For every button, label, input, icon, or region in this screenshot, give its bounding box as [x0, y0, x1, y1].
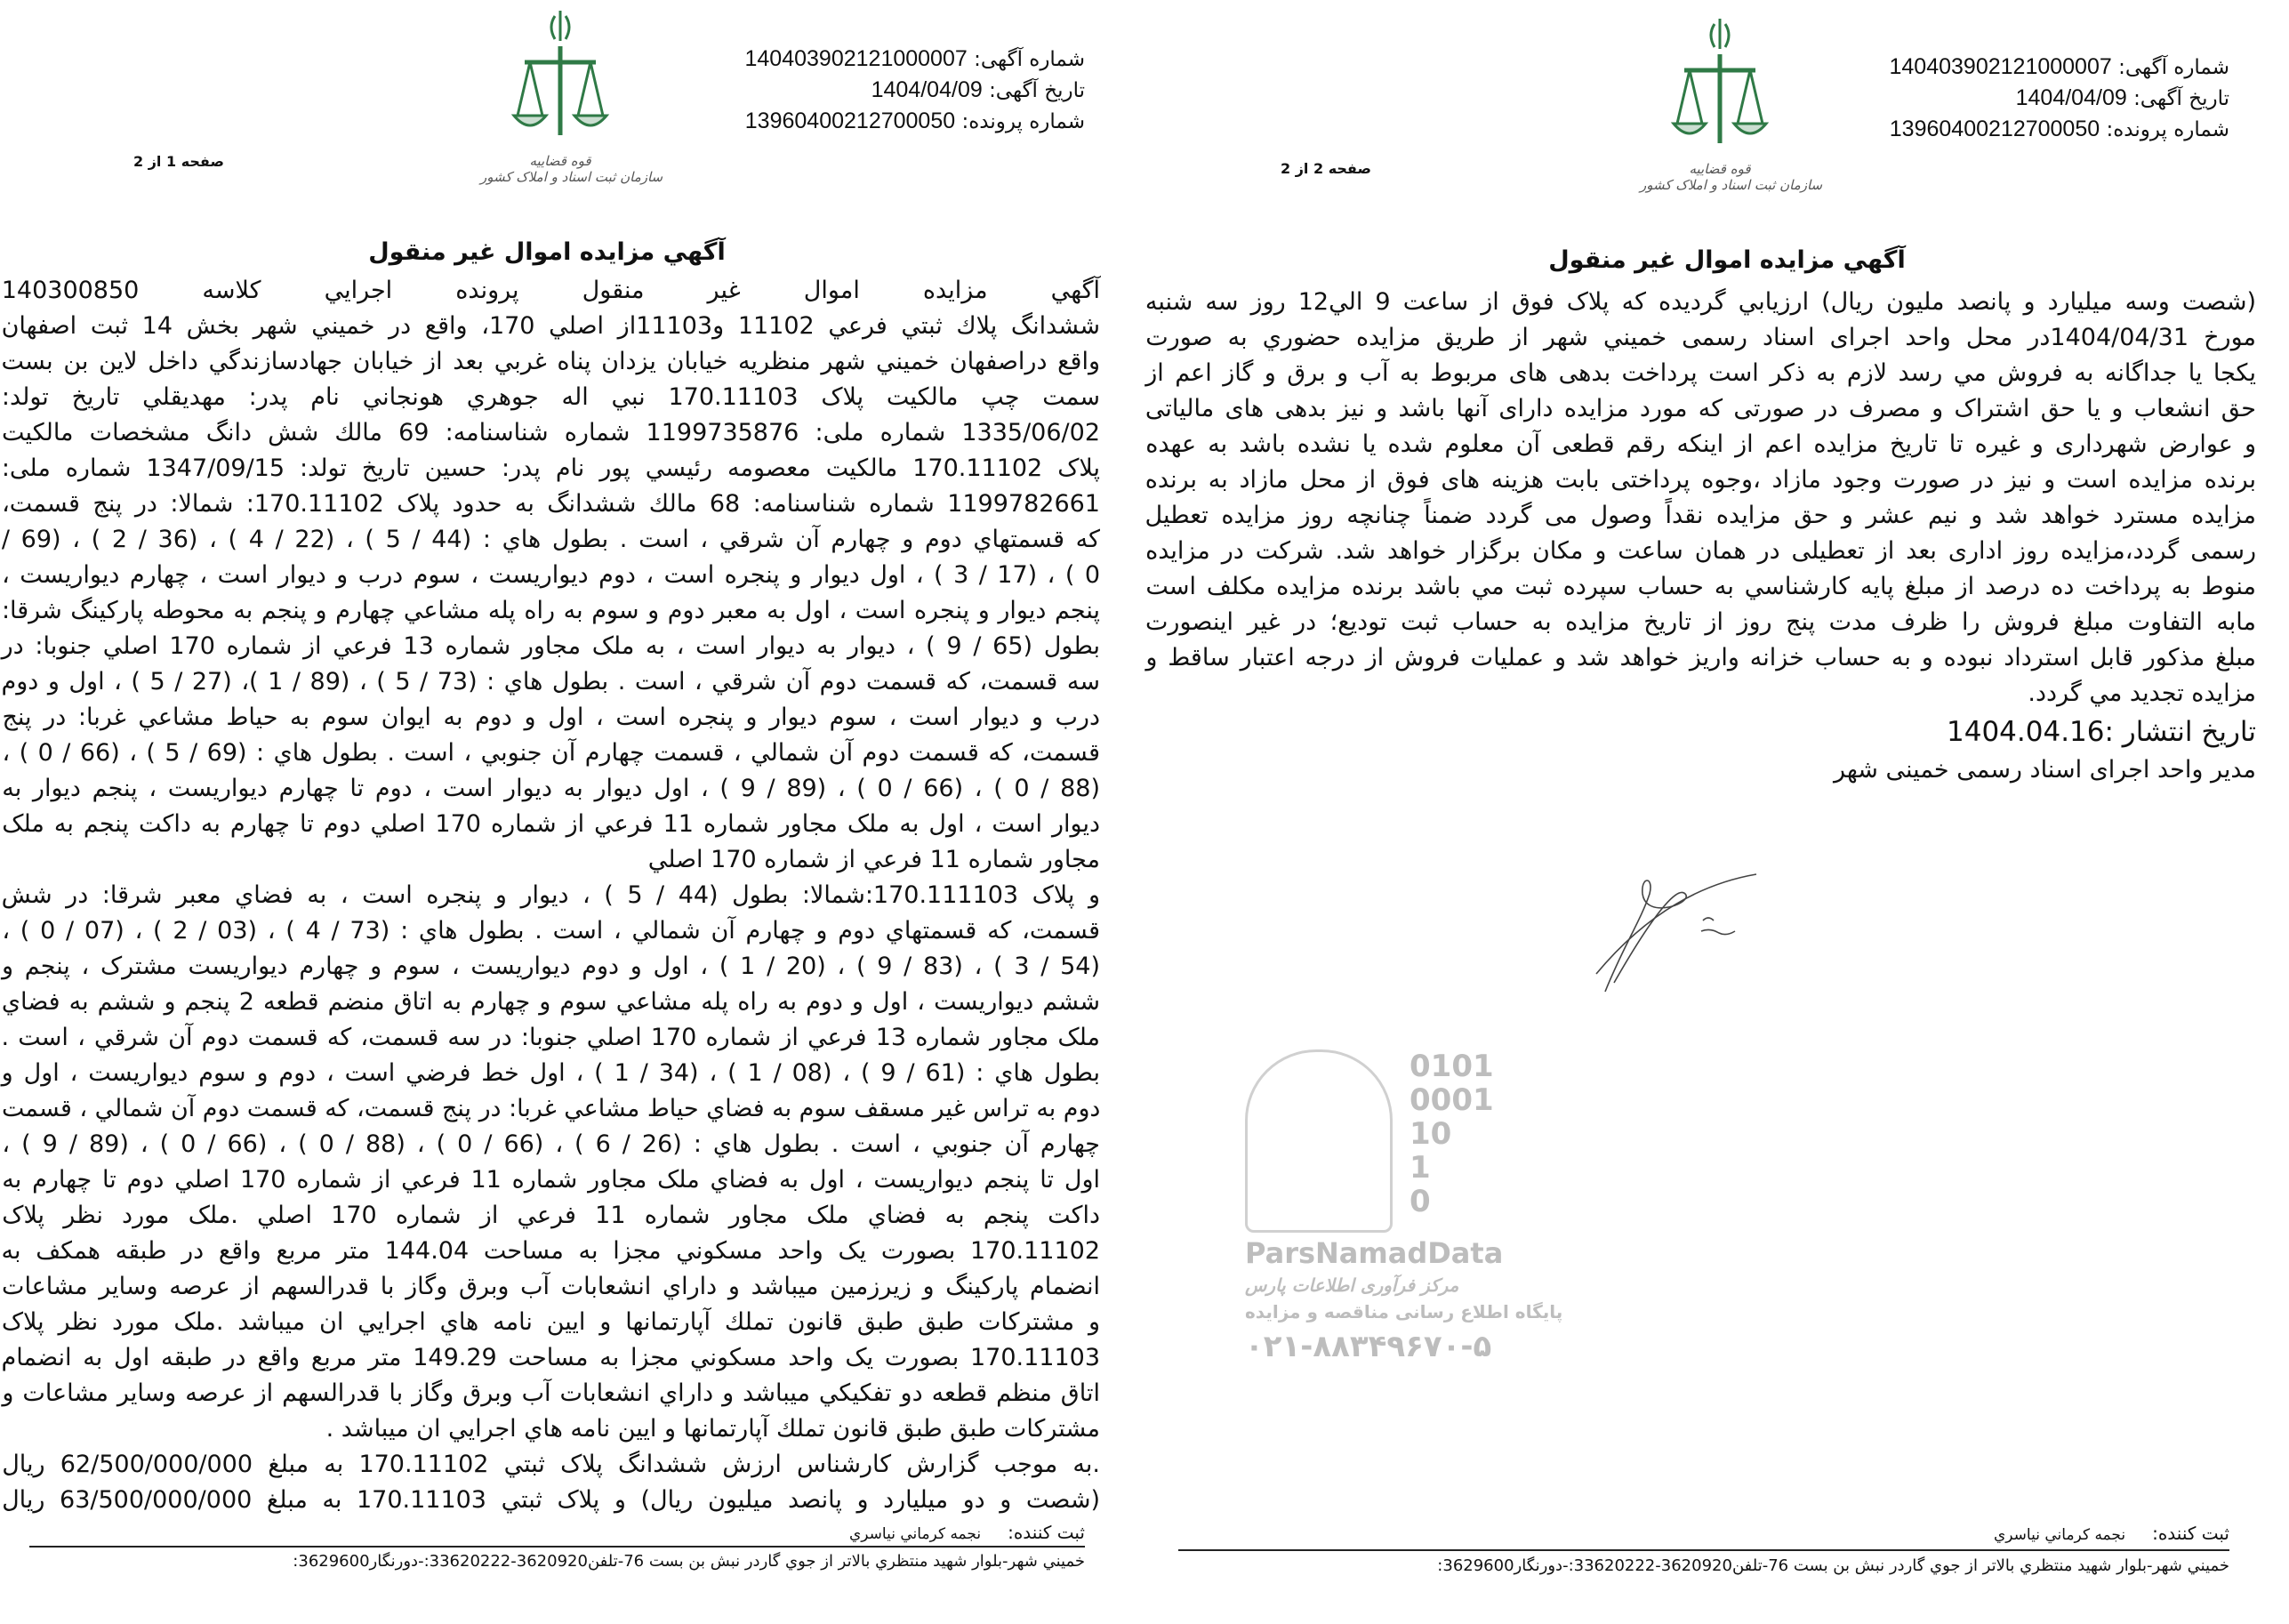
- body-line: [2, 1447, 1100, 1483]
- body-line: [2, 1305, 1100, 1340]
- publish-date: تاريخ انتشار :1404.04.16: [1947, 716, 2256, 748]
- body-line: [2, 629, 1100, 664]
- notice-number-row: شماره آگهی: 140403902121000007: [1889, 54, 2229, 79]
- body-line: [1145, 498, 2256, 534]
- body-line-text: سه قسمت، كه قسمت دوم آن شرقي ، است . بطول هاي : (73 / 5 ) ، (89 / 1 )، (27 / 5 ) ، اول و دوم: [1, 668, 1100, 695]
- body-line-text: انضمام پاركينگ و زيرزمين ميباشد و داراي انشعابات آب وبرق وگاز با قدرالسهم از عرصه وساير مشاعات: [2, 1273, 1100, 1300]
- body-line: [2, 913, 1100, 949]
- scales-of-justice-icon: [480, 7, 640, 149]
- judiciary-emblem: [1640, 15, 1823, 211]
- body-line-text: 170.11102 بصورت يک واحد مسكوني مجزا به مساحت 144.04 متر مربع واقع در طبقه همكف به: [1, 1237, 1100, 1265]
- logo-registration-org-text: سازمان ثبت اسناد و املاک كشور: [1640, 177, 1823, 193]
- file-number: 13960400212700050: [744, 109, 956, 133]
- registrant-name: نجمه كرماني نياسري: [849, 1525, 982, 1543]
- file-number-row: شماره پرونده: 13960400212700050: [1889, 117, 2229, 141]
- body-line: [2, 1340, 1100, 1376]
- body-line: [2, 1411, 1100, 1447]
- body-line-text: اول تا پنجم ديواريست ، اول به فضاي ملک مجاور شماره 11 فرعي از شماره 170 اصلي دوم تا چهارم به: [2, 1166, 1100, 1194]
- file-number-row: شماره پرونده: 13960400212700050: [744, 109, 1085, 133]
- body-line: [2, 451, 1100, 486]
- body-line: [2, 593, 1100, 629]
- body-line: [1145, 427, 2256, 462]
- body-line-text: واقع دراصفهان خميني شهر منظريه خيابان يزدان پناه غربي بعد از خيابان جهادسازندگي داخل لاين بن بست: [1, 348, 1100, 375]
- body-line: [2, 878, 1100, 913]
- body-line-text: (88 / 0 ) ، (66 / 0 ) ، (89 / 9 ) ، اول ديوار به ديوار است ، دوم تا چهارم ديواريست ، پنجم ديوار به: [2, 775, 1100, 802]
- body-line-text: (شصت و دو ميليارد و پانصد ميليون ريال) و پلاک ثبتي 170.11103 به مبلغ 63/500/000/000 ريال: [2, 1486, 1100, 1514]
- body-line-text: و عوارض شهرداری و غيره تا تاريخ مزايده اعم از اينكه رقم قطعی آن معلوم شده يا نشده باشد به عهده: [1145, 430, 2256, 458]
- judiciary-emblem: [480, 7, 663, 203]
- notice-header: [1820, 52, 2229, 145]
- body-line-text: سمت چپ مالكيت پلاک 170.11103 نبي اله جوهري هونجاني نام پدر: مهديقلي تاريخ تولد:: [1, 383, 1100, 411]
- page-count: صفحه 2 از 2: [1281, 160, 1371, 177]
- body-line-text: درب و ديوار است ، سوم ديوار و پنجره است ، اول و دوم به ايوان سوم به حياط مشاعي غربا: در پنج: [2, 703, 1100, 731]
- body-line-text: قسمت، كه قسمتهاي دوم و چهارم آن شمالي ، است . بطول هاي : (73 / 4 ) ، (03 / 2 ) ، (07 / 0 ) ،: [2, 917, 1100, 945]
- body-line: [1145, 640, 2256, 676]
- body-line: [1145, 569, 2256, 605]
- notice-header: [676, 44, 1085, 137]
- body-line: [2, 664, 1100, 700]
- notice-date-row: تاريخ آگهی: 1404/04/09: [2015, 85, 2229, 110]
- body-line-text: و مشتركات طبق طبق قانون تملك آپارتمانها و ايين نامه هاي اجرايي ان ميباشد .ملک مورد نظر پلاک: [1, 1308, 1100, 1336]
- body-line: [2, 985, 1100, 1020]
- body-line-text: 1335/06/02 شماره ملی: 1199735876 شماره شناسنامه: 69 مالك شش دانگ مشخصات مالكيت: [2, 419, 1100, 446]
- watermark: 0101 0001 10 1 0 ParsNamadData مرکز فرآوری اطلاعات پارس پایگاه اطلاع رسانی مناقصه و مزایده ۰۲۱-۸۸۳۴۹۶۷۰-۵: [1245, 1049, 1563, 1364]
- body-line-text: مورخ 1404/04/31در محل واحد اجرای اسناد رسمی خميني شهر از طريق مزايده حضوري به صورت: [1145, 324, 2256, 351]
- body-line: [1145, 676, 2256, 712]
- notice-date: 1404/04/09: [871, 77, 983, 102]
- body-line: [2, 1234, 1100, 1269]
- body-line: [2, 700, 1100, 736]
- logo-registration-org-text: سازمان ثبت اسناد و املاک كشور: [480, 169, 663, 185]
- body-line: [1145, 356, 2256, 391]
- body-line: [2, 1376, 1100, 1411]
- body-line-text: دوم به تراس غير مسقف سوم به فضاي حياط مشاعي غربا: در پنج قسمت، كه قسمت دوم آن شمالي ، قسمت: [1, 1095, 1100, 1122]
- body-line: [1145, 605, 2256, 640]
- body-line-text: بطول هاي : (61 / 9 ) ، (08 / 1 ) ، (34 / 1 ) ، اول خط فرضي است ، دوم و سوم ديواريست ، اول و: [1, 1059, 1100, 1087]
- body-line: [2, 380, 1100, 415]
- body-line: [2, 807, 1100, 842]
- notice-date: 1404/04/09: [2015, 85, 2127, 110]
- body-line-text: (54 / 3 ) ، (83 / 9 ) ، (20 / 1 ) ، اول و دوم ديواريست ، سوم و چهارم ديواريست مشترک ، پنجم و: [1, 953, 1100, 980]
- scales-of-justice-icon: [1640, 15, 1800, 157]
- body-line-text: بطول (65 / 9 ) ، ديوار به ديوار است ، به ملک مجاور شماره 13 فرعي از شماره 170 اصلي جنوبا: در: [1, 632, 1100, 660]
- footer-address: خميني شهر-بلوار شهيد منتظري بالاتر از جوي گاردر نبش بن بست 76-تلفن3620920-33620222:-دورنگار3629600:: [1437, 1556, 2229, 1575]
- notice-number: 140403902121000007: [1889, 54, 2112, 79]
- body-line-text: منوط به پرداخت ده درصد از مبلغ پايه كارشناسي به حساب سپرده ثبت مي باشد برنده مزايده مكلف است: [1145, 573, 2256, 600]
- notice-date-row: تاريخ آگهی: 1404/04/09: [871, 77, 1085, 102]
- body-line-text: مزايده تجديد مي گردد.: [2028, 679, 2256, 707]
- body-line-text: آگهي مزايده اموال غير منقول پرونده اجرايي كلاسه 140300850: [1, 277, 1100, 304]
- body-line-text: اتاق منظم قطعه دو تفكيكي ميباشد و داراي انشعابات آب وبرق وگاز با قدرالسهم از عرصه وساير مشاعات و: [2, 1379, 1100, 1407]
- body-line: [1145, 391, 2256, 427]
- body-line-text: يكجا يا جداگانه به فروش مي رسد لازم به ذكر است پرداخت بدهی های مربوط به آب و برق و گاز اعم از: [1145, 359, 2256, 387]
- signature-image: [1587, 867, 1765, 1001]
- notice-number-row: شماره آگهی: 140403902121000007: [744, 46, 1085, 71]
- body-line-text: مجاور شماره 11 فرعي از شماره 170 اصلي: [647, 846, 1100, 873]
- registrant-row: [534, 1522, 1085, 1545]
- logo-judiciary-text: قوه قضاييه: [529, 153, 591, 169]
- body-line-text: ششم ديواريست ، اول و دوم به راه پله مشاعي سوم و چهارم به اتاق منضم قطعه 2 پنجم و ششم به فضاي: [1, 988, 1100, 1016]
- file-number: 13960400212700050: [1889, 117, 2100, 141]
- body-line-text: داكت پنجم به فضاي ملک مجاور شماره 11 فرعي از شماره 170 اصلي .ملک مورد نظر پلاک: [2, 1202, 1100, 1229]
- body-line-text: 1199782661 شماره شناسنامه: 68 مالك ششدانگ به حدود پلاک 170.11102: شمالا: در پنج قسمت،: [2, 490, 1100, 518]
- body-line: [2, 1091, 1100, 1127]
- page-title: آگهي مزايده اموال غير منقول: [368, 238, 726, 266]
- page-title: آگهي مزايده اموال غير منقول: [1548, 246, 1906, 274]
- body-line-text: ديوار است ، اول به ملک مجاور شماره 11 فرعي از شماره 170 اصلي دوم تا چهارم به داكت پنجم به ملک: [2, 810, 1100, 838]
- body-line-text: مزايده مسترد خواهد شد و نيم عشر و حق مزايده نقداً وصول می گردد ضمناً چنانچه روز مزايده تعطيل: [1144, 502, 2256, 529]
- body-line-text: 0 ) ، (17 / 3 ) ، اول ديوار و پنجره است ، دوم ديواريست ، سوم درب و ديوار است ، چهارم ديواريست ،: [2, 561, 1100, 589]
- body-line-text: مشتركات طبق طبق قانون تملك آپارتمانها و ايين نامه هاي اجرايي ان ميباشد .: [325, 1415, 1100, 1443]
- body-line-text: ششدانگ پلاك ثبتي فرعي 11102 و11103از اصلي 170، واقع در خميني شهر بخش 14 ثبت اصفهان: [1, 312, 1100, 340]
- body-line-text: چهارم آن جنوبي ، است . بطول هاي : (26 / 6 ) ، (66 / 0 ) ، (88 / 0 ) ، (66 / 0 ) ، (89 / 9 ) ،: [2, 1130, 1100, 1158]
- body-line-text: پنجم ديوار و پنجره است ، اول به معبر دوم و سوم به راه پله مشاعي چهارم و پنجم به محوطه پاركينگ شرقا:: [1, 597, 1100, 624]
- registrant-label: ثبت كننده:: [1008, 1522, 1085, 1543]
- body-line: [2, 344, 1100, 380]
- footer-divider: [29, 1546, 1085, 1548]
- body-line: [2, 522, 1100, 558]
- body-line: [2, 415, 1100, 451]
- body-line-text: 170.11103 بصورت يک واحد مسكوني مجزا به مساحت 149.29 متر مربع واقع در طبقه اول به انضمام: [1, 1344, 1100, 1371]
- registrant-name: نجمه كرماني نياسري: [1994, 1526, 2126, 1544]
- body-line: [2, 1056, 1100, 1091]
- body-line: [2, 771, 1100, 807]
- body-line: [1145, 285, 2256, 320]
- notice-number: 140403902121000007: [744, 46, 968, 71]
- body-line-text: حق انشعاب و يا حق اشتراک و مصرف در صورتی كه مورد مزايده دارای آنها باشد و نيز بدهی های مالياتی: [1144, 395, 2256, 422]
- body-line: [2, 486, 1100, 522]
- body-line: [2, 949, 1100, 985]
- body-line: [1145, 462, 2256, 498]
- body-line: [2, 309, 1100, 344]
- logo-judiciary-text: قوه قضاييه: [1689, 161, 1751, 177]
- registrant-row: [1678, 1523, 2229, 1546]
- body-line: [1145, 320, 2256, 356]
- body-line: [2, 1198, 1100, 1234]
- body-line: [2, 558, 1100, 593]
- notice-body: [1145, 285, 2256, 712]
- body-line-text: مبلغ مذكور قابل استرداد نبوده و به حساب خزانه واريز خواهد شد و عمليات فروش از درجه اعتبار ساقط و: [1145, 644, 2256, 671]
- body-line: [1145, 534, 2256, 569]
- body-line-text: برنده مزايده است و نيز در صورت وجود مازاد ،وجوه پرداختی بابت هزينه های فوق از محل مازاد به برنده: [1144, 466, 2256, 494]
- body-line-text: رسمی گردد،مزايده روز اداری بعد از تعطيلی در همان ساعت و مكان برگزار خواهد شد. شركت در مزايده: [1145, 537, 2256, 565]
- body-line-text: مابه التفاوت مبلغ فروش را ظرف مدت پنج روز از تاريخ مزايده به حساب ثبت توديع؛ در غير اينصورت: [1145, 608, 2256, 636]
- footer-divider: [1178, 1549, 2229, 1551]
- registrant-label: ثبت كننده:: [2152, 1523, 2229, 1544]
- body-line-text: كه قسمتهاي دوم و چهارم آن شرقي ، است . بطول هاي : (44 / 5 ) ، (22 / 4 ) ، (36 / 2 ) ، (69 /: [1, 526, 1100, 553]
- body-line: [2, 1269, 1100, 1305]
- body-line: [2, 273, 1100, 309]
- footer-address: خميني شهر-بلوار شهيد منتظري بالاتر از جوي گاردر نبش بن بست 76-تلفن3620920-33620222:-دورنگار3629600:: [293, 1552, 1085, 1571]
- notice-body: [2, 273, 1100, 1518]
- body-line: [2, 1483, 1100, 1518]
- body-line-text: .به موجب گزارش كارشناس ارزش ششدانگ پلاک ثبتي 170.11102 به مبلغ 62/500/000/000 ريال: [2, 1451, 1100, 1478]
- page-count: صفحه 1 از 2: [133, 153, 224, 170]
- body-line-text: پلاک 170.11102 مالكيت معصومه رئيسي پور نام پدر: حسين تاريخ تولد: 1347/09/15 شماره ملی:: [1, 454, 1100, 482]
- body-line-text: ملک مجاور شماره 13 فرعي از شماره 170 اصلي جنوبا: در سه قسمت، كه قسمت دوم آن شرقي ، است .: [1, 1024, 1100, 1051]
- body-line: [2, 1162, 1100, 1198]
- body-line-text: و پلاک 170.111103:شمالا: بطول (44 / 5 ) ، ديوار و پنجره است ، به فضاي معبر شرقا: در شش: [1, 881, 1100, 909]
- body-line-text: (شصت وسه ميليارد و پانصد مليون ريال) ارزيابي گرديده كه پلاک فوق از ساعت 9 الي12 روز سه شنبه: [1144, 288, 2256, 316]
- body-line: [2, 736, 1100, 771]
- signatory-title: مدير واحد اجرای اسناد رسمی خمينی شهر: [1833, 756, 2256, 784]
- body-line: [2, 1020, 1100, 1056]
- body-line-text: قسمت، كه قسمت دوم آن شمالي ، قسمت چهارم آن جنوبي ، است . بطول هاي : (69 / 5 ) ، (66 / 0 ) ،: [2, 739, 1100, 767]
- body-line: [2, 842, 1100, 878]
- body-line: [2, 1127, 1100, 1162]
